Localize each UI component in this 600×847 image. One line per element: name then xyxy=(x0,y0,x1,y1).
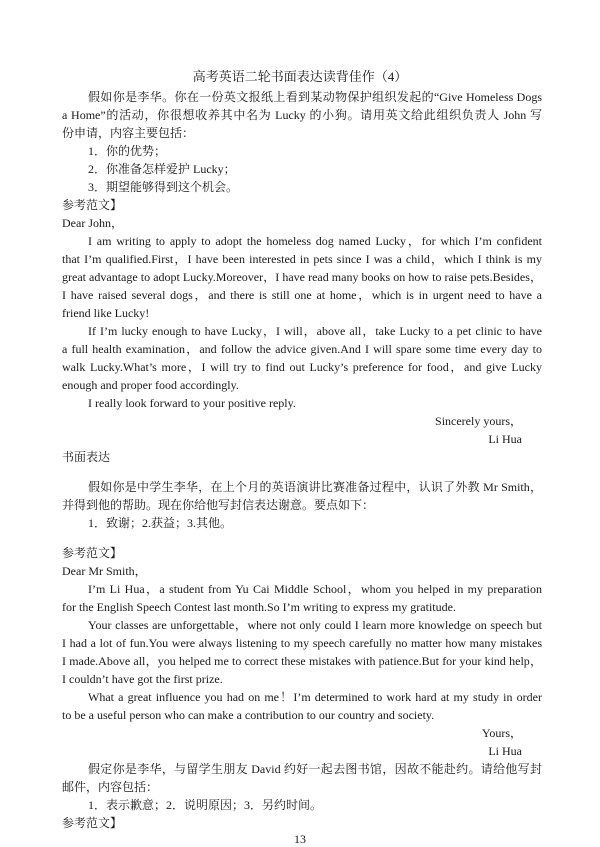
letter1-line-10: I really look forward to your positive reply. xyxy=(88,396,296,410)
letter2-line-4: I had a lot of fun.You were always listening to my speech carefully no matter how many mistakes xyxy=(62,636,542,650)
prompt2-line-2: 并得到他的帮助。现在你给他写封信表达谢意。要点如下： xyxy=(62,498,375,512)
page-number: 13 xyxy=(294,832,306,846)
prompt2-line-1: 假如你是中学生李华，在上个月的英语演讲比赛准备过程中，认识了外教 Mr Smith， xyxy=(88,480,542,494)
letter2-line-1: I’m Li Hua，a student from Yu Cai Middle School，whom you helped in my preparation xyxy=(88,582,542,596)
signature-2: Li Hua xyxy=(488,744,522,758)
reference-label-1: 参考范文】 xyxy=(62,198,123,212)
letter1-line-1: I am writing to apply to adopt the homeless dog named Lucky，for which I’m confident xyxy=(88,234,542,248)
letter2-line-7: What a great influence you had on me！I’m determined to work hard at my study in order xyxy=(88,690,542,704)
prompt1-line-3: 份申请，内容主要包括： xyxy=(62,126,195,140)
letter2-line-5: I made.Above all，you helped me to correct these mistakes with patience.But for your kind help， xyxy=(62,654,542,668)
prompt1-point-1: 1．你的优势； xyxy=(88,144,167,158)
page-title: 高考英语二轮书面表达读背佳作（4） xyxy=(192,69,408,84)
letter2-line-2: for the English Speech Contest last month.So I’m writing to express my gratitude. xyxy=(62,600,456,614)
letter2-line-6: I couldn’t have got the first prize. xyxy=(62,672,223,686)
letter1-line-2: that I’m qualified.First，I have been interested in pets since I was a child，which I think is my xyxy=(62,252,542,266)
section-heading: 书面表达 xyxy=(62,450,111,464)
prompt1-point-2: 2．你准备怎样爱护 Lucky； xyxy=(88,162,236,176)
letter1-line-9: enough and proper food accordingly. xyxy=(62,378,239,392)
prompt1-line-2: a Home”的活动，你很想收养其中名为 Lucky 的小狗。请用英文给此组织负责人 John 写 xyxy=(62,108,542,122)
letter1-line-6: If I’m lucky enough to have Lucky，I will，above all，take Lucky to a pet clinic to have xyxy=(88,324,542,338)
reference-label-2: 参考范文】 xyxy=(62,546,123,560)
reference-label-3: 参考范文】 xyxy=(62,816,123,830)
prompt3-line-1: 假定你是李华，与留学生朋友 David 约好一起去图书馆，因故不能赴约。请给他写封 xyxy=(88,762,542,776)
closing-2: Yours， xyxy=(481,726,522,740)
prompt1-point-3: 3．期望能够得到这个机会。 xyxy=(88,180,239,194)
prompt2-points: 1．致谢；2.获益；3.其他。 xyxy=(88,516,233,530)
signature-1: Li Hua xyxy=(488,432,522,446)
closing-1: Sincerely yours， xyxy=(435,414,522,428)
prompt3-points: 1．表示歉意；2．说明原因；3．另约时间。 xyxy=(88,798,323,812)
letter1-line-4: I have raised several dogs，and there is still one at home，which is in urgent need to have a xyxy=(62,288,542,302)
letter1-line-5: friend like Lucky! xyxy=(62,306,150,320)
letter2-line-3: Your classes are unforgettable，where not only could I learn more knowledge on speech but xyxy=(88,618,542,632)
prompt1-line-1: 假如你是李华。你在一份英文报纸上看到某动物保护组织发起的“Give Homeless Dogs xyxy=(88,90,542,104)
prompt3-line-2: 邮件，内容包括： xyxy=(62,780,159,794)
letter1-line-3: great advantage to adopt Lucky.Moreover，I have read many books on how to raise pets.Besides， xyxy=(62,270,542,284)
letter1-line-8: walk Lucky.What’s more，I will try to find out Lucky’s preference for food，and give Lucky xyxy=(62,360,542,374)
letter1-line-7: a full health examination，and follow the advice given.And I will spare some time every day to xyxy=(62,342,542,356)
greeting-1: Dear John， xyxy=(62,216,123,230)
greeting-2: Dear Mr Smith， xyxy=(62,564,147,578)
letter2-line-8: to be a useful person who can make a contribution to our country and society. xyxy=(62,708,435,722)
